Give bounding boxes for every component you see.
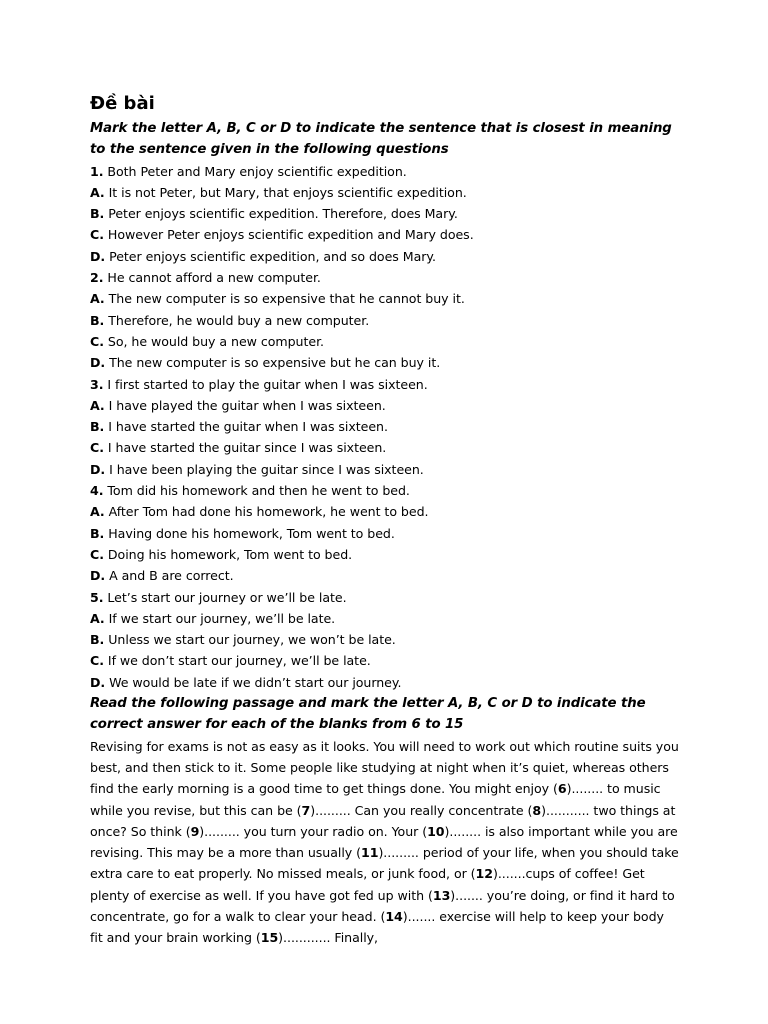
answer-option-label: A. xyxy=(90,504,105,520)
section1-instruction: Mark the letter A, B, C or D to indicate the sentence that is closest in meaning to the sentence given in the following questions xyxy=(90,121,672,158)
question-stem-label: 3. xyxy=(90,376,104,392)
answer-option-text: I have started the guitar since I was sixteen. xyxy=(107,440,387,456)
answer-option-text: Unless we start our journey, we won’t be late. xyxy=(108,632,396,648)
passage-text: )......... Can you really concentrate ( xyxy=(310,802,533,818)
answer-option xyxy=(90,246,688,267)
passage-text: )....... exercise will help to keep your body fit and your brain working ( xyxy=(90,908,664,946)
question-stem xyxy=(90,587,688,608)
question-stem xyxy=(90,267,688,288)
answer-option-label: A. xyxy=(90,291,105,307)
answer-option xyxy=(90,565,688,586)
answer-option xyxy=(90,608,688,629)
question-stem-label: 5. xyxy=(90,589,104,605)
answer-option xyxy=(90,501,688,522)
page-title: Đề bài xyxy=(90,93,155,114)
answer-option xyxy=(90,459,688,480)
answer-option xyxy=(90,416,688,437)
answer-option xyxy=(90,331,688,352)
blank-number: 13 xyxy=(432,887,451,903)
question-stem-text: I first started to play the guitar when I was sixteen. xyxy=(107,376,428,392)
answer-option-text: It is not Peter, but Mary, that enjoys scientific expedition. xyxy=(108,184,467,200)
passage-text: )....... you’re doing, or find it hard to concentrate, go for a walk to clear your head. ( xyxy=(90,887,675,924)
answer-option-text: I have been playing the guitar since I was sixteen. xyxy=(109,461,424,477)
answer-option-label: D. xyxy=(90,674,106,690)
answer-option-text: I have started the guitar when I was sixteen. xyxy=(108,419,388,435)
answer-option-label: D. xyxy=(90,568,106,584)
answer-option-label: C. xyxy=(90,440,104,456)
answer-option-text: If we start our journey, we’ll be late. xyxy=(108,610,336,626)
question-stem-label: 2. xyxy=(90,270,104,286)
answer-option-text: If we don’t start our journey, we’ll be late. xyxy=(107,653,371,669)
question-stem-text: Both Peter and Mary enjoy scientific expedition. xyxy=(107,163,407,179)
answer-option-label: B. xyxy=(90,525,105,541)
answer-option xyxy=(90,523,688,544)
answer-option-label: B. xyxy=(90,312,105,328)
answer-option-label: C. xyxy=(90,227,104,243)
question-stem-text: Let’s start our journey or we’ll be late. xyxy=(107,589,347,605)
answer-option-text: However Peter enjoys scientific expedition and Mary does. xyxy=(107,227,474,243)
question-stem-label: 1. xyxy=(90,163,104,179)
passage-text: ).......cups of coffee! Get plenty of exercise as well. If you have got fed up with ( xyxy=(90,866,645,903)
answer-option-label: C. xyxy=(90,333,104,349)
answer-option xyxy=(90,288,688,309)
question-stem xyxy=(90,161,688,182)
passage-text: )......... period of your life, when you should take extra care to eat properly. No missed meals, or junk food, or ( xyxy=(90,845,679,882)
blank-number: 15 xyxy=(260,930,279,946)
answer-option-text: The new computer is so expensive but he can buy it. xyxy=(109,355,441,371)
answer-option-text: After Tom had done his homework, he went to bed. xyxy=(108,504,429,520)
answer-option-label: C. xyxy=(90,546,104,562)
answer-option xyxy=(90,544,688,565)
answer-option-label: A. xyxy=(90,610,105,626)
passage-text: Revising for exams is not as easy as it looks. You will need to work out which routine suits you best, and then stick to it. Some people like studying at night when it’s quiet, whereas others find the early morning is a good time to get things done. You might enjoy ( xyxy=(90,738,679,797)
answer-option-text: A and B are correct. xyxy=(109,568,234,584)
question-stem-text: He cannot afford a new computer. xyxy=(107,270,321,286)
blank-number: 7 xyxy=(301,802,311,818)
answer-option-text: The new computer is so expensive that he cannot buy it. xyxy=(108,291,465,307)
reading-passage xyxy=(90,736,680,949)
answer-option xyxy=(90,310,688,331)
answer-option xyxy=(90,395,688,416)
answer-option-label: C. xyxy=(90,653,104,669)
passage-text: )......... you turn your radio on. Your ( xyxy=(199,823,428,839)
blank-number: 10 xyxy=(427,823,445,839)
answer-option xyxy=(90,182,688,203)
blank-number: 12 xyxy=(475,866,493,882)
passage-text: )........ is also important while you are revising. This may be a more than usually ( xyxy=(90,823,678,861)
answer-option-text: Peter enjoys scientific expedition, and so does Mary. xyxy=(109,248,436,264)
answer-option-label: A. xyxy=(90,397,105,413)
answer-option xyxy=(90,352,688,373)
answer-option-text: Therefore, he would buy a new computer. xyxy=(108,312,370,328)
blank-number: 6 xyxy=(557,781,567,797)
answer-option xyxy=(90,224,688,245)
section2-instruction: Read the following passage and mark the letter A, B, C or D to indicate the correct answer for each of the blanks from 6 to 15 xyxy=(90,696,646,733)
answer-option xyxy=(90,629,688,650)
blank-number: 11 xyxy=(361,845,379,861)
answer-option-label: A. xyxy=(90,184,105,200)
answer-option-text: We would be late if we didn’t start our journey. xyxy=(109,674,402,690)
answer-option-text: I have played the guitar when I was sixteen. xyxy=(108,397,386,413)
passage-text: )............ Finally, xyxy=(278,930,379,946)
question-stem-label: 4. xyxy=(90,483,104,499)
answer-option-label: D. xyxy=(90,248,106,264)
question-list xyxy=(90,161,688,693)
blank-number: 9 xyxy=(190,823,200,839)
answer-option-label: B. xyxy=(90,206,105,222)
answer-option-label: D. xyxy=(90,355,106,371)
answer-option-label: B. xyxy=(90,632,105,648)
answer-option-label: D. xyxy=(90,461,106,477)
question-stem xyxy=(90,374,688,395)
question-stem xyxy=(90,480,688,501)
answer-option-text: Peter enjoys scientific expedition. Therefore, does Mary. xyxy=(108,206,458,222)
blank-number: 14 xyxy=(385,908,403,924)
passage-text: )........... two things at once? So think ( xyxy=(90,802,676,839)
answer-option xyxy=(90,203,688,224)
answer-option-text: Having done his homework, Tom went to bed. xyxy=(108,525,395,541)
passage-text: )........ to music while you revise, but this can be ( xyxy=(90,781,661,818)
answer-option-text: So, he would buy a new computer. xyxy=(107,333,324,349)
answer-option xyxy=(90,437,688,458)
answer-option xyxy=(90,650,688,671)
answer-option-label: B. xyxy=(90,419,105,435)
question-stem-text: Tom did his homework and then he went to bed. xyxy=(107,483,410,499)
blank-number: 8 xyxy=(532,802,542,818)
answer-option xyxy=(90,672,688,693)
answer-option-text: Doing his homework, Tom went to bed. xyxy=(107,546,353,562)
